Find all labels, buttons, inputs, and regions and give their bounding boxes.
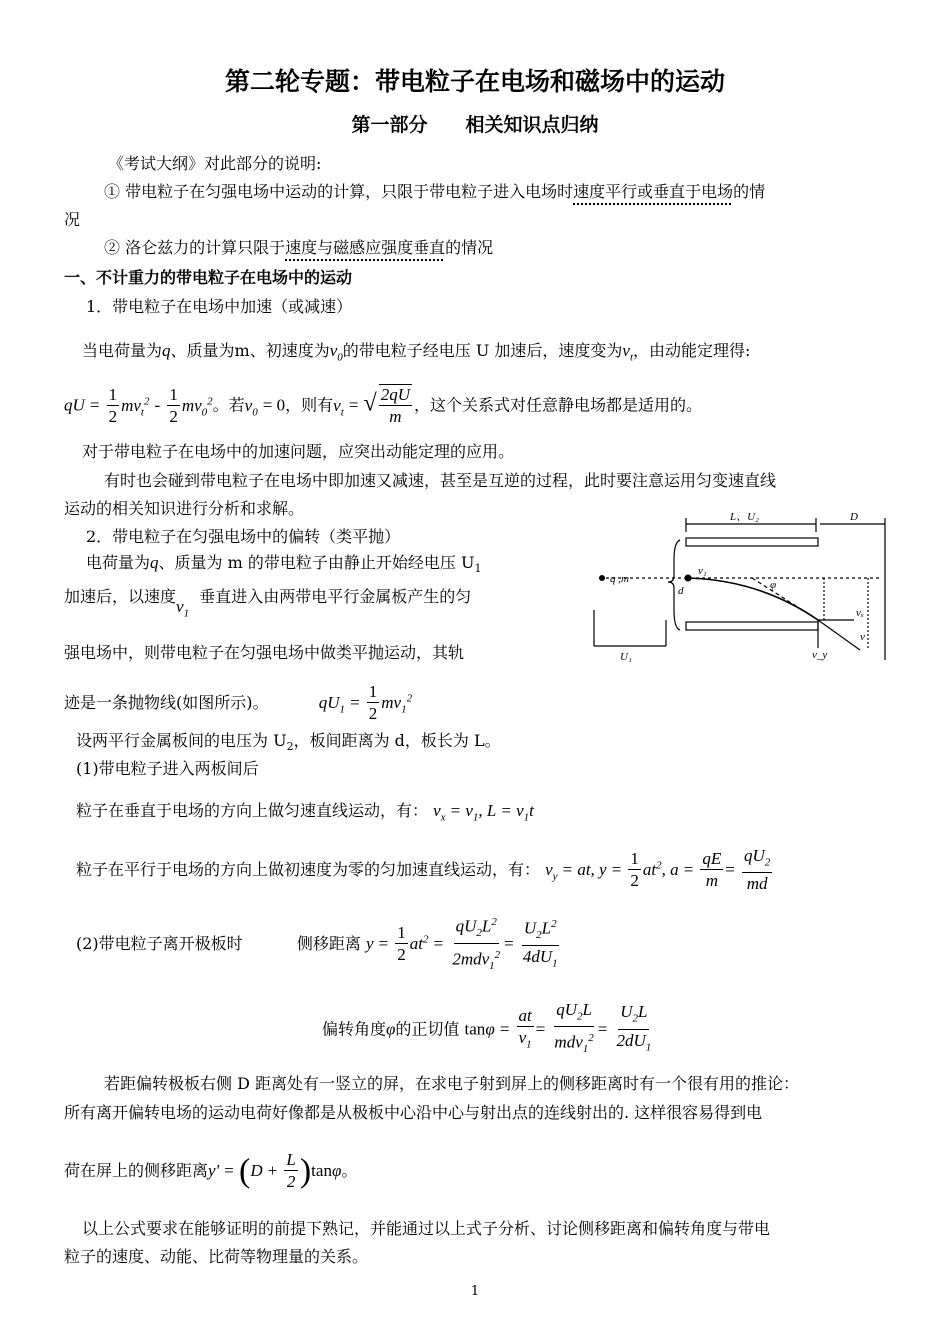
- fig-label-vy: v_y: [812, 649, 828, 661]
- paragraph-12b: 所有离开偏转电场的运动电荷好像都是从极板中心沿中心与射出点的连线射出的. 这样很容易得到电: [64, 1103, 763, 1122]
- fig-label-v1: v₁: [698, 565, 707, 577]
- fig-label-U1: U₁: [620, 651, 632, 663]
- paragraph-10: (2)带电粒子离开极板时 侧移距离 y = $\frac{1}{2}$ $at^2$ = $\frac{qU_2L^2}{2mdv_1^2}$ = $\frac{U_2L^2}{4dU_1}$: [76, 912, 562, 977]
- syllabus-item-1-cont: 况: [64, 210, 81, 229]
- paragraph-9: 粒子在平行于电场的方向上做初速度为零的匀加速直线运动，有： $v_y$ = at, y = $\frac{1}{2}$ $at^2$, a = $\frac{qE}{m}$ = $\frac{qU_2}{md}$: [76, 846, 771, 894]
- paragraph-6: 设两平行金属板间的电压为 $U_2$，板间距离为 d，板长为 L。: [76, 731, 501, 754]
- fig-label-vx: vₓ: [856, 607, 865, 619]
- fig-label-v: v: [860, 631, 865, 643]
- paragraph-5b: 加速后，以速度$v_1$ 垂直进入由两带电平行金属板产生的匀: [64, 587, 472, 620]
- paragraph-5a: 电荷量为q、质量为 m 的带电粒子由静止开始经电压 $U_1$: [86, 553, 482, 576]
- fig-label-d: d: [678, 585, 684, 597]
- paragraph-7: (1)带电粒子进入两板间后: [76, 759, 259, 778]
- section-heading: 一、不计重力的带电粒子在电场中的运动: [64, 268, 353, 287]
- fig-label-LU2: L、U₂: [730, 511, 759, 523]
- paragraph-11: 偏转角度φ的正切值 tanφ = $\frac{at}{v_1}$ = $\frac{qU_2L}{mdv_1^2}$ = $\frac{U_2L}{2dU_1}$: [322, 1000, 652, 1056]
- paragraph-4a: 有时也会碰到带电粒子在电场中即加速又减速，甚至是互逆的过程，此时要注意运用匀变速直线: [104, 471, 777, 490]
- paragraph-2: qU = $\frac{1}{2}$ $mv_t^2$ - $\frac{1}{2}$ $mv_0^2$。若$v_0 = 0$，则有$v_t$ = √ $\frac{2qU}{m}$ ，这个关系式对任意静电场都是适用的。: [64, 384, 703, 426]
- deflection-figure: [580, 510, 890, 665]
- subsection-2: 2．带电粒子在匀强电场中的偏转（类平抛）: [86, 527, 401, 546]
- paragraph-4b: 运动的相关知识进行分析和求解。: [64, 499, 305, 518]
- paragraph-1: 当电荷量为q、质量为m、初速度为$v_0$的带电粒子经电压 U 加速后，速度变为$v_t$，由动能定理得:: [82, 341, 751, 364]
- syllabus-item-2: ② 洛仑兹力的计算只限于速度与磁感应强度垂直的情况: [104, 238, 494, 257]
- paragraph-12c: 荷在屏上的侧移距离y' = (D + $\frac{L}{2}$ )tanφ。: [64, 1150, 358, 1191]
- paragraph-8: 粒子在垂直于电场的方向上做匀速直线运动，有： $v_x = v_1$, $L = v_1t$: [76, 801, 534, 824]
- paragraph-5c: 强电场中，则带电粒子在匀强电场中做类平抛运动，其轨: [64, 643, 465, 662]
- fig-label-phi: φ: [770, 579, 777, 591]
- paragraph-13b: 粒子的速度、动能、比荷等物理量的关系。: [64, 1247, 369, 1266]
- page-title: 第二轮专题：带电粒子在电场和磁场中的运动: [224, 67, 725, 96]
- syllabus-item-1: ① 带电粒子在匀强电场中运动的计算，只限于带电粒子进入电场时速度平行或垂直于电场的情: [104, 182, 766, 201]
- paragraph-13a: 以上公式要求在能够证明的前提下熟记，并能通过以上式子分析、讨论侧移距离和偏转角度与带电: [82, 1219, 771, 1238]
- subsection-1: 1．带电粒子在电场中加速（或减速）: [86, 297, 353, 316]
- page-subtitle: 第一部分 相关知识点归纳: [351, 114, 599, 136]
- paragraph-12a: 若距偏转极板右侧 D 距离处有一竖立的屏，在求电子射到屏上的侧移距离时有一个很有用的推论：: [104, 1074, 800, 1093]
- fig-label-D: D: [850, 511, 858, 523]
- paragraph-3: 对于带电粒子在电场中的加速问题，应突出动能定理的应用。: [82, 442, 515, 461]
- fig-label-qm: q ,m: [610, 573, 629, 585]
- page-number: 1: [470, 1284, 480, 1299]
- syllabus-intro: 《考试大纲》对此部分的说明:: [108, 154, 322, 173]
- paragraph-5d: 迹是一条抛物线(如图所示)。 $qU_1$ = $\frac{1}{2}$ $mv_1^2$: [64, 682, 413, 723]
- deflection-diagram: [580, 510, 890, 665]
